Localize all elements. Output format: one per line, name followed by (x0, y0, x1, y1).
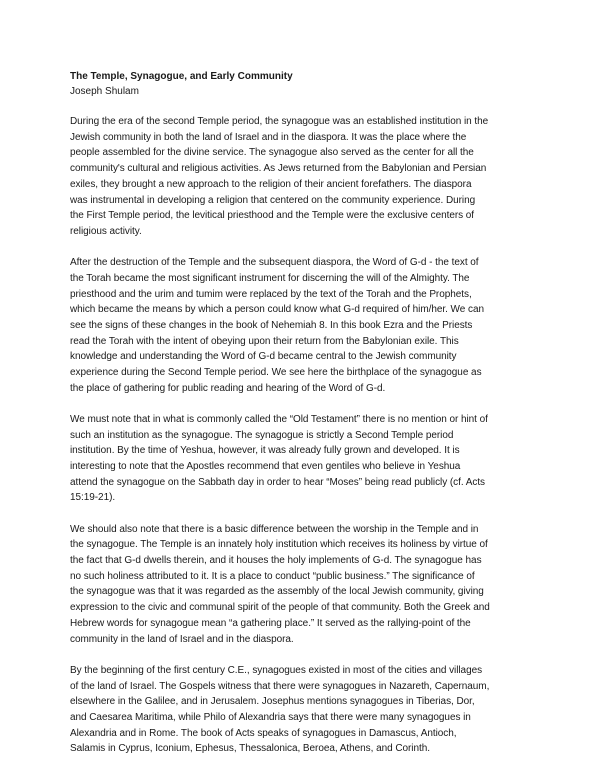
paragraph-4 (70, 522, 540, 648)
text-line: Salamis in Cyprus, Iconium, Ephesus, Thessalonica, Beroea, Athens, and Corinth. (70, 743, 430, 755)
text-line: no such holiness attributed to it. It is a place to conduct “public business.” The significance of (70, 570, 475, 582)
text-line: attend the synagogue on the Sabbath day in order to hear “Moses” being read publicly (cf. Acts (70, 476, 486, 488)
text-line: the place of gathering for public reading and hearing of the Word of G-d. (70, 382, 386, 394)
text-line: institution. By the time of Yeshua, however, it was already fully grown and developed. It is (70, 445, 460, 457)
document-body (70, 114, 540, 773)
text-line: expression to the civic and communal spirit of the people of that community. Both the Greek and (70, 602, 490, 614)
text-line: Jewish community in both the land of Israel and in the diaspora. It was the place where the (70, 131, 467, 143)
text-line: the fact that G-d dwells therein, and it houses the holy implements of G-d. The synagogue has (70, 555, 482, 567)
text-line: After the destruction of the Temple and the subsequent diaspora, the Word of G-d - the text of (70, 257, 479, 269)
text-line: such an institution as the synagogue. The synagogue is strictly a Second Temple period (70, 429, 454, 441)
text-line: 15:19-21). (70, 492, 116, 504)
text-line: Hebrew words for synagogue mean “a gathering place.” It served as the rallying-point of the (70, 617, 471, 629)
document-header (70, 69, 540, 99)
text-line: the synagogue. The Temple is an innately holy institution which receives its holiness by virtue of (70, 539, 488, 551)
document-author: Joseph Shulam (70, 86, 139, 97)
text-line: Alexandria and in Rome. The book of Acts speaks of synagogues in Damascus, Antioch, (70, 727, 457, 739)
text-line: experience during the Second Temple period. We see here the birthplace of the synagogue as (70, 367, 482, 379)
text-line: By the beginning of the first century C.E., synagogues existed in most of the cities and villages (70, 664, 483, 676)
document-title: The Temple, Synagogue, and Early Community (70, 71, 293, 82)
text-line: of the land of Israel. The Gospels witness that there were synagogues in Nazareth, Capernaum, (70, 680, 490, 692)
text-line: which became the means by which a person could know what G-d required of him/her. We can (70, 304, 484, 316)
text-line: We should also note that there is a basic difference between the worship in the Temple and in (70, 523, 479, 535)
paragraph-3 (70, 412, 540, 506)
text-line: see the signs of these changes in the book of Nehemiah 8. In this book Ezra and the Priests (70, 319, 473, 331)
text-line: community's cultural and religious activities. As Jews returned from the Babylonian and Persian (70, 163, 487, 175)
text-line: elsewhere in the Galilee, and in Jerusalem. Josephus mentions synagogues in Tiberias, Dor, (70, 696, 475, 708)
text-line: the First Temple period, the levitical priesthood and the Temple were the exclusive centers of (70, 210, 475, 222)
text-line: and Caesarea Maritima, while Philo of Alexandria says that there were many synagogues in (70, 711, 471, 723)
text-line: was instrumental in developing a religion that centered on the community experience. During (70, 194, 476, 206)
paragraph-5 (70, 663, 540, 757)
text-line: exiles, they brought a new approach to the religion of their ancient forefathers. The diaspora (70, 178, 472, 190)
paragraph-2 (70, 255, 540, 396)
text-line: people assembled for the divine service. The synagogue also served as the center for all the (70, 147, 474, 159)
text-line: During the era of the second Temple period, the synagogue was an established institution in the (70, 116, 489, 127)
text-line: priesthood and the urim and tumim were replaced by the text of the Torah and the Prophets, (70, 288, 472, 300)
text-line: knowledge and understanding the Word of G-d became central to the Jewish community (70, 351, 457, 363)
text-line: community in the land of Israel and in the diaspora. (70, 633, 294, 645)
text-line: religious activity. (70, 225, 142, 237)
text-line: We must note that in what is commonly called the “Old Testament” there is no mention or hint of (70, 413, 488, 425)
paragraph-1 (70, 114, 540, 240)
text-line: the synagogue was that it was regarded as the assembly of the local Jewish community, giving (70, 586, 484, 598)
text-line: interesting to note that the Apostles recommend that even gentiles who believe in Yeshua (70, 461, 461, 473)
text-line: the Torah became the most significant instrument for discerning the will of the Almighty. The (70, 272, 470, 284)
text-line: read the Torah with the intent of obeying upon their return from the Babylonian exile. This (70, 335, 459, 347)
